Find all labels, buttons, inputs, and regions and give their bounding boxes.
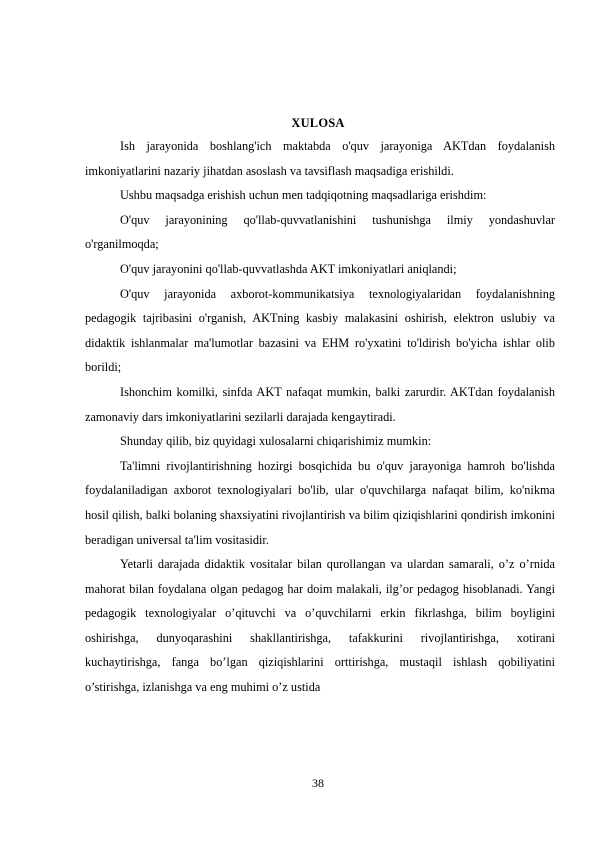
paragraph-scientific-approaches: O'quv jarayonining qo'llab-quvvatlanishini tushunishga ilmiy yondashuvlar o'rganilmoqda; xyxy=(85,212,555,252)
paragraph-didactic-tools: Yetarli darajada didaktik vositalar bilan qurollangan va ulardan samarali, o’z o’rnida mahorat bilan foydalana olgan pedagog har doim malakali, ilg’or pedagog hisoblanadi. Yangi pedagogik texnologiyalar o’qituvchi va o’quvchilarni erkin fikrlashga, bilim boyligini oshirishga, dunyoqarashini shakllantirishga, tafakkurini rivojlantirishga, xotirani kuchaytirishga, fanga bo’lgan qiziqishlarini orttirishga, mustaqil ishlash qobiliyatini o’stirishga, izlanishga va eng muhimi o’z ustida xyxy=(85,557,555,695)
page-title: XULOSA xyxy=(291,116,345,130)
paragraph-objectives-intro: Ushbu maqsadga erishish uchun men tadqiqotning maqsadlariga erishdim: xyxy=(120,188,487,203)
paragraph-pedagogical-experience: O'quv jarayonida axborot-kommunikatsiya texnologiyalaridan foydalanishning pedagogik tajribasini o'rganish, AKTning kasbiy malakasini oshirish, elektron uslubiy va didaktik ishlanmalar ma'lumotlar bazasini va EHM ro'yxatini to'ldirish bo'yicha ishlar olib borildi; xyxy=(85,286,555,375)
page-number: 38 xyxy=(312,776,324,790)
body-text xyxy=(85,134,555,700)
paragraph-conviction: Ishonchim komilki, sinfda AKT nafaqat mumkin, balki zarurdir. AKTdan foydalanish zamonaviy dars imkoniyatlarini sezilarli darajada kengaytiradi. xyxy=(85,384,555,424)
paragraph-goal-achieved: Ish jarayonida boshlang'ich maktabda o'quv jarayoniga AKTdan foydalanish imkoniyatlarini nazariy jihatdan asoslash va tavsiflash maqsadiga erishildi. xyxy=(85,139,555,178)
paragraph-information-technologies: Ta'limni rivojlantirishning hozirgi bosqichida bu o'quv jarayoniga hamroh bo'lishda foydalaniladigan axborot texnologiyalari bo'lib, ular o'quvchilarga nafaqat bilim, ko'nikma hosil qilish, balki bolaning shaxsiyatini rivojlantirish va bilim qiziqishlarini qondirish imkonini beradigan universal ta'lim vositasidir. xyxy=(85,458,555,547)
paragraph-conclusions-intro: Shunday qilib, biz quyidagi xulosalarni chiqarishimiz mumkin: xyxy=(120,434,432,449)
paragraph-ict-capabilities: O'quv jarayonini qo'llab-quvvatlashda AKT imkoniyatlari aniqlandi; xyxy=(120,261,457,276)
